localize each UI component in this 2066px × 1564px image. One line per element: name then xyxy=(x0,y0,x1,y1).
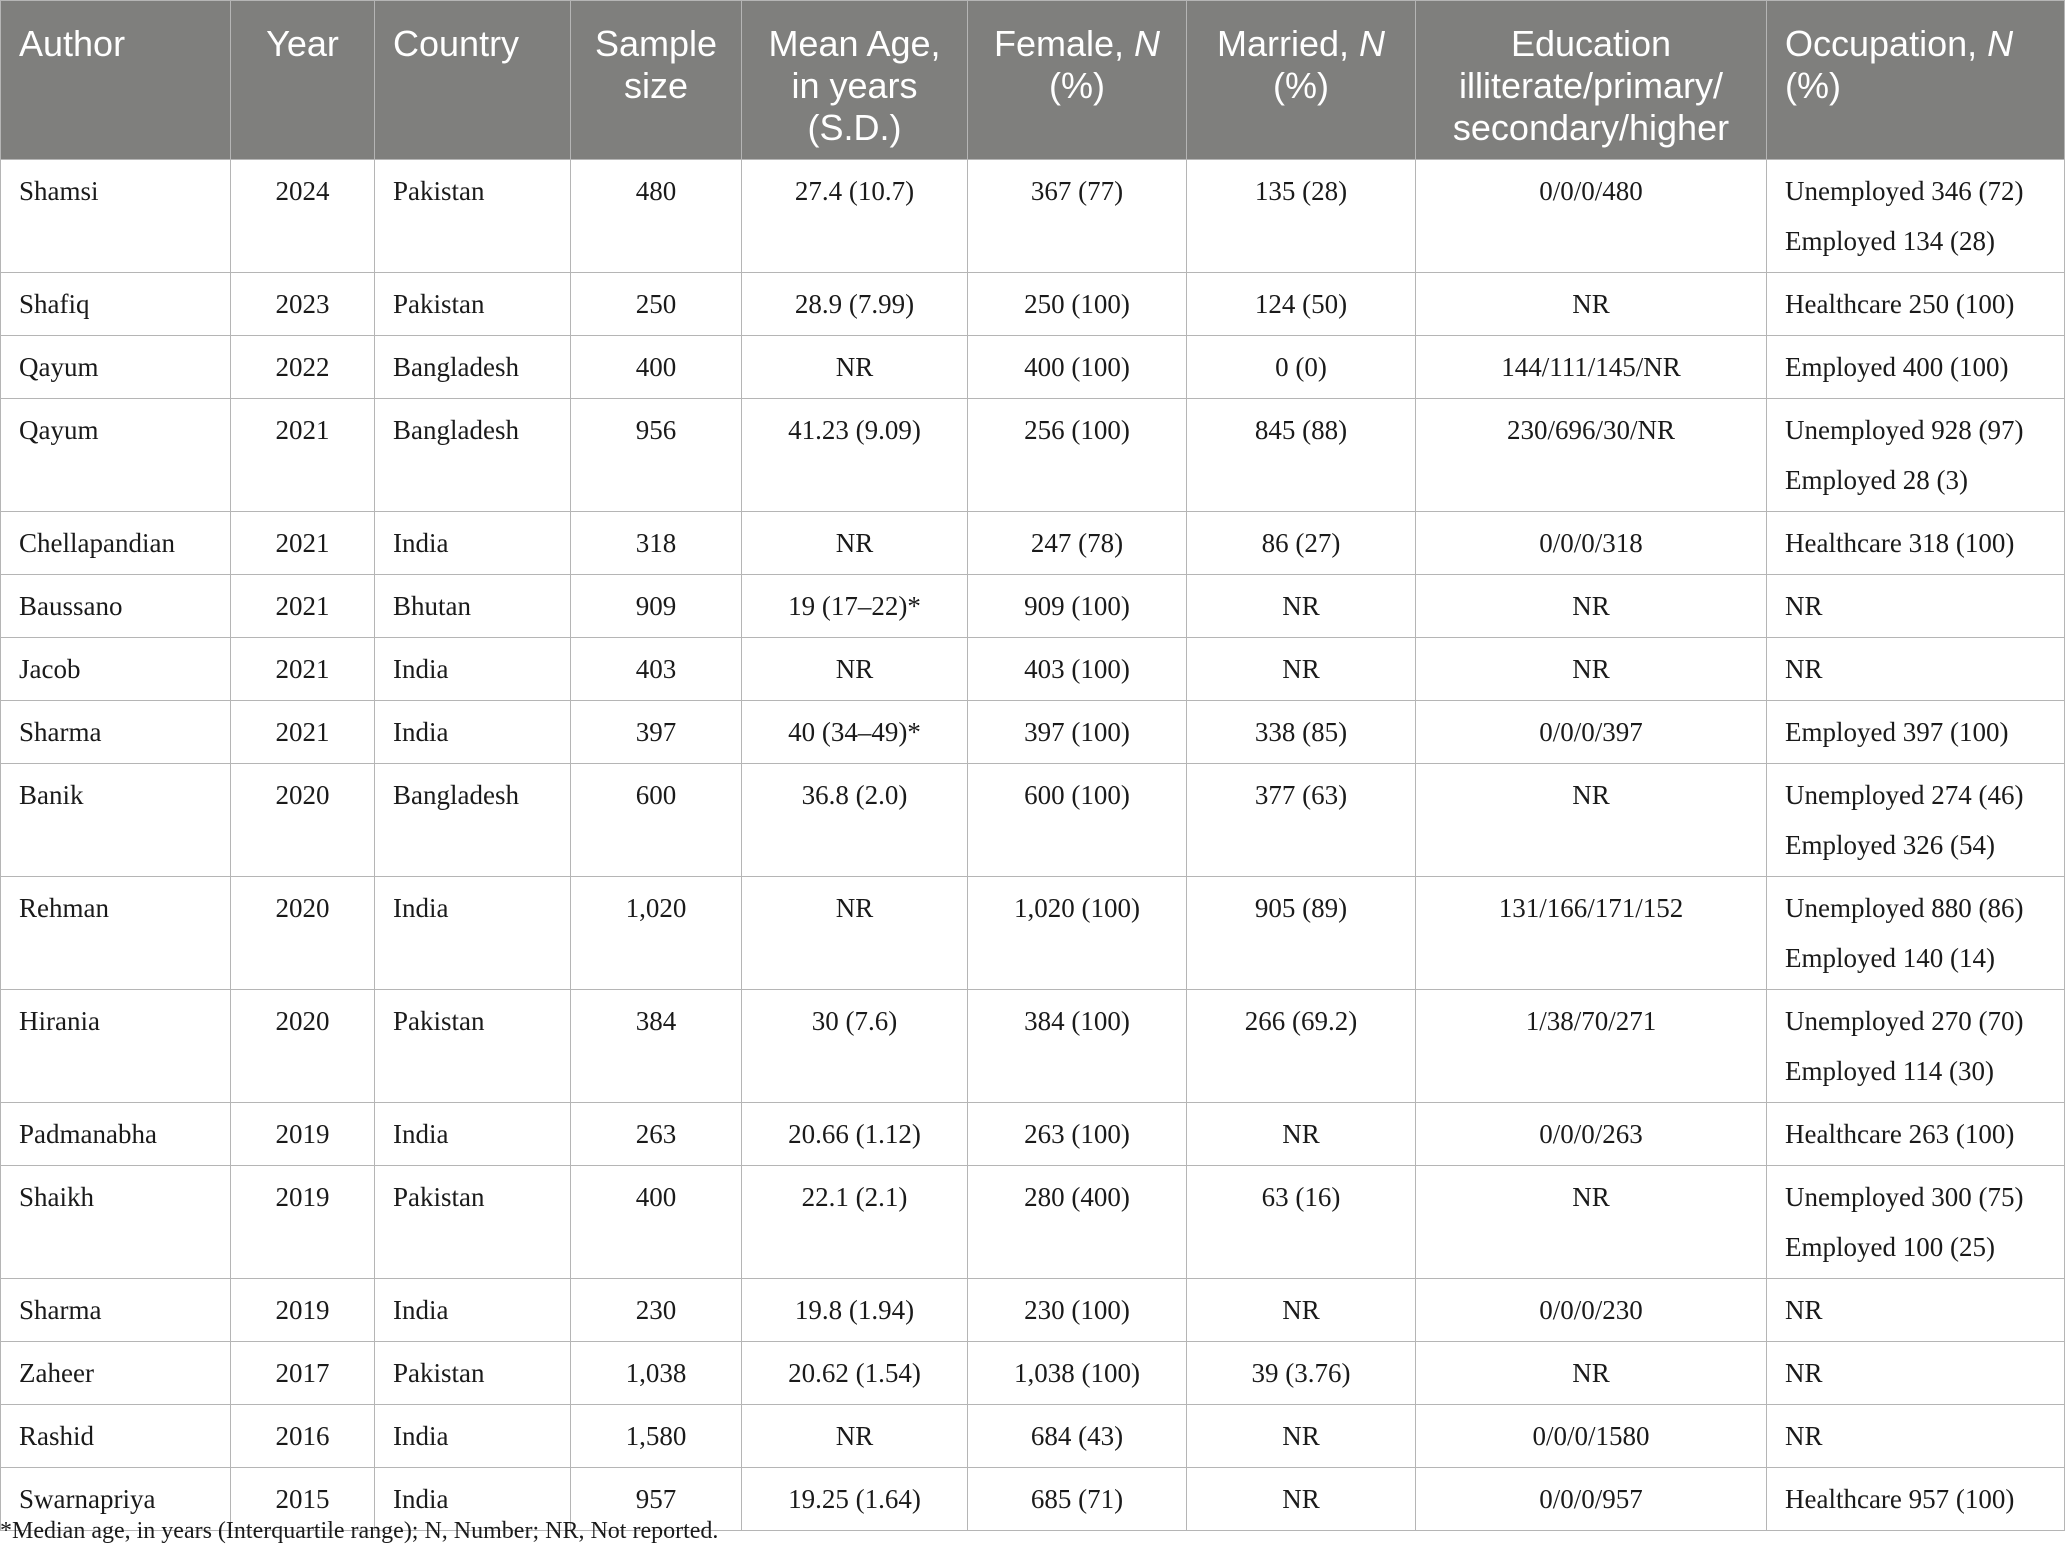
table-cell: NR xyxy=(1416,575,1767,638)
table-cell: NR xyxy=(742,1405,968,1468)
occupation-line: NR xyxy=(1785,1358,1823,1388)
column-header-italic: N xyxy=(1987,23,2014,64)
occupation-line: Employed 326 (54) xyxy=(1785,830,1995,860)
occupation-line: Unemployed 300 (75) xyxy=(1785,1182,2024,1212)
table-cell: 377 (63) xyxy=(1187,764,1416,877)
table-cell: NR xyxy=(1416,764,1767,877)
table-cell: 0/0/0/480 xyxy=(1416,160,1767,273)
table-footnote: *Median age, in years (Interquartile range); N, Number; NR, Not reported. xyxy=(0,1518,719,1544)
table-cell: NR xyxy=(742,877,968,990)
occupation-line: Unemployed 928 (97) xyxy=(1785,415,2024,445)
table-row xyxy=(1,701,2065,764)
table-cell: 2021 xyxy=(231,701,375,764)
table-cell xyxy=(1767,990,2065,1103)
table-cell: 1,038 xyxy=(571,1342,742,1405)
table-row xyxy=(1,1103,2065,1166)
table-cell: 1,020 (100) xyxy=(968,877,1187,990)
table-row xyxy=(1,638,2065,701)
table-cell xyxy=(1767,1103,2065,1166)
table-cell: 2019 xyxy=(231,1103,375,1166)
occupation-line: NR xyxy=(1785,1421,1823,1451)
table-row xyxy=(1,990,2065,1103)
table-cell: NR xyxy=(1187,1279,1416,1342)
table-cell xyxy=(1767,1405,2065,1468)
table-cell: 2022 xyxy=(231,336,375,399)
column-header-label: Mean Age, in years (S.D.) xyxy=(768,23,941,148)
table-cell: 22.1 (2.1) xyxy=(742,1166,968,1279)
table-cell: 131/166/171/152 xyxy=(1416,877,1767,990)
table-cell: 41.23 (9.09) xyxy=(742,399,968,512)
table-cell: 1,580 xyxy=(571,1405,742,1468)
table-cell: 384 xyxy=(571,990,742,1103)
table-cell: 397 xyxy=(571,701,742,764)
table-cell: India xyxy=(375,1103,571,1166)
table-cell: 685 (71) xyxy=(968,1468,1187,1531)
table-cell: 144/111/145/NR xyxy=(1416,336,1767,399)
occupation-line: Healthcare 318 (100) xyxy=(1785,528,2015,558)
table-cell: 2024 xyxy=(231,160,375,273)
table-cell: NR xyxy=(1187,1405,1416,1468)
table-cell: Sharma xyxy=(1,701,231,764)
occupation-line: Healthcare 250 (100) xyxy=(1785,289,2015,319)
occupation-line: Employed 140 (14) xyxy=(1785,943,1995,973)
table-cell: 230/696/30/NR xyxy=(1416,399,1767,512)
table-cell: 2019 xyxy=(231,1166,375,1279)
table-cell: Shafiq xyxy=(1,273,231,336)
table-cell: 956 xyxy=(571,399,742,512)
table-cell: 20.66 (1.12) xyxy=(742,1103,968,1166)
table-cell xyxy=(1767,701,2065,764)
table-cell: Rehman xyxy=(1,877,231,990)
table-cell: Jacob xyxy=(1,638,231,701)
table-cell: NR xyxy=(1416,1166,1767,1279)
table-cell: 2017 xyxy=(231,1342,375,1405)
table-cell: 0/0/0/263 xyxy=(1416,1103,1767,1166)
table-cell: Bangladesh xyxy=(375,399,571,512)
table-cell: Zaheer xyxy=(1,1342,231,1405)
table-cell: Padmanabha xyxy=(1,1103,231,1166)
table-body xyxy=(1,160,2065,1531)
table-cell: 2016 xyxy=(231,1405,375,1468)
table-cell: Banik xyxy=(1,764,231,877)
table-header-row xyxy=(1,1,2065,160)
table-cell: Bangladesh xyxy=(375,336,571,399)
table-row xyxy=(1,273,2065,336)
table-cell: Qayum xyxy=(1,399,231,512)
table-cell: 403 xyxy=(571,638,742,701)
table-cell xyxy=(1767,1342,2065,1405)
table-cell: 250 (100) xyxy=(968,273,1187,336)
table-cell: 230 xyxy=(571,1279,742,1342)
table-cell: 957 xyxy=(571,1468,742,1531)
table-cell xyxy=(1767,273,2065,336)
column-header xyxy=(231,1,375,160)
column-header-label: Education illiterate/primary/ secondary/higher xyxy=(1452,23,1730,148)
table-cell: 0 (0) xyxy=(1187,336,1416,399)
table-row xyxy=(1,512,2065,575)
table-cell: Pakistan xyxy=(375,160,571,273)
column-header xyxy=(1187,1,1416,160)
table-cell: India xyxy=(375,877,571,990)
column-header xyxy=(742,1,968,160)
table-cell: Hirania xyxy=(1,990,231,1103)
occupation-line: Unemployed 270 (70) xyxy=(1785,1006,2024,1036)
table-cell: Baussano xyxy=(1,575,231,638)
table-cell: India xyxy=(375,701,571,764)
column-header-label: Year xyxy=(266,23,339,64)
table-cell: 338 (85) xyxy=(1187,701,1416,764)
table-cell: 20.62 (1.54) xyxy=(742,1342,968,1405)
table-cell: 909 (100) xyxy=(968,575,1187,638)
occupation-line: Healthcare 957 (100) xyxy=(1785,1484,2015,1514)
table-cell: Bhutan xyxy=(375,575,571,638)
table-cell xyxy=(1767,575,2065,638)
column-header-label: Occupation, xyxy=(1785,23,1988,64)
table-row xyxy=(1,336,2065,399)
table-row xyxy=(1,399,2065,512)
table-cell: 2020 xyxy=(231,877,375,990)
column-header xyxy=(1767,1,2065,160)
table-cell: Rashid xyxy=(1,1405,231,1468)
table-row xyxy=(1,1405,2065,1468)
column-header-label: Married, xyxy=(1216,23,1360,64)
table-row xyxy=(1,1166,2065,1279)
table-cell: 28.9 (7.99) xyxy=(742,273,968,336)
table-cell: 2021 xyxy=(231,638,375,701)
table-cell: 2019 xyxy=(231,1279,375,1342)
table-cell: NR xyxy=(742,336,968,399)
table-cell xyxy=(1767,764,2065,877)
column-header-suffix: (%) xyxy=(1049,65,1105,106)
table-cell: 2023 xyxy=(231,273,375,336)
table-row xyxy=(1,764,2065,877)
table-cell: 403 (100) xyxy=(968,638,1187,701)
occupation-line: Unemployed 346 (72) xyxy=(1785,176,2024,206)
table-cell xyxy=(1767,160,2065,273)
table-cell: 0/0/0/318 xyxy=(1416,512,1767,575)
table-cell: 2020 xyxy=(231,990,375,1103)
table-cell: 2020 xyxy=(231,764,375,877)
table-cell: 30 (7.6) xyxy=(742,990,968,1103)
table-cell: 400 xyxy=(571,336,742,399)
table-cell: NR xyxy=(1416,1342,1767,1405)
occupation-line: Employed 400 (100) xyxy=(1785,352,2009,382)
column-header-label: Sample size xyxy=(594,23,718,106)
table-cell xyxy=(1767,638,2065,701)
table-cell: 19 (17–22)* xyxy=(742,575,968,638)
column-header xyxy=(375,1,571,160)
table-cell: 1,038 (100) xyxy=(968,1342,1187,1405)
table-cell: 367 (77) xyxy=(968,160,1187,273)
table-cell: 39 (3.76) xyxy=(1187,1342,1416,1405)
table-row xyxy=(1,1279,2065,1342)
table-cell: 1/38/70/271 xyxy=(1416,990,1767,1103)
table-cell xyxy=(1767,877,2065,990)
table-cell: India xyxy=(375,1468,571,1531)
occupation-line: Employed 28 (3) xyxy=(1785,465,1968,495)
table-cell: 19.25 (1.64) xyxy=(742,1468,968,1531)
table-cell: 27.4 (10.7) xyxy=(742,160,968,273)
table-cell: 2021 xyxy=(231,399,375,512)
table-cell: 263 xyxy=(571,1103,742,1166)
table-cell: India xyxy=(375,638,571,701)
column-header xyxy=(1416,1,1767,160)
table-cell: 480 xyxy=(571,160,742,273)
column-header xyxy=(1,1,231,160)
occupation-line: Unemployed 274 (46) xyxy=(1785,780,2024,810)
table-cell: Swarnapriya xyxy=(1,1468,231,1531)
table-cell: 0/0/0/957 xyxy=(1416,1468,1767,1531)
table-cell: 684 (43) xyxy=(968,1405,1187,1468)
table-cell: 250 xyxy=(571,273,742,336)
table-cell: 600 (100) xyxy=(968,764,1187,877)
table-cell: 40 (34–49)* xyxy=(742,701,968,764)
occupation-line: Employed 100 (25) xyxy=(1785,1232,1995,1262)
column-header-label: Country xyxy=(393,23,520,64)
table-cell: Pakistan xyxy=(375,990,571,1103)
column-header-label: Female, xyxy=(993,23,1135,64)
table-cell: Shaikh xyxy=(1,1166,231,1279)
table-row xyxy=(1,1342,2065,1405)
table-cell: 230 (100) xyxy=(968,1279,1187,1342)
table-cell: 400 xyxy=(571,1166,742,1279)
table-cell: NR xyxy=(742,638,968,701)
table-cell: NR xyxy=(1416,273,1767,336)
table-cell: 63 (16) xyxy=(1187,1166,1416,1279)
table-cell: 0/0/0/397 xyxy=(1416,701,1767,764)
occupation-line: Employed 114 (30) xyxy=(1785,1056,1994,1086)
table-cell: NR xyxy=(1187,1103,1416,1166)
table-cell: NR xyxy=(1416,638,1767,701)
table-cell: 2015 xyxy=(231,1468,375,1531)
table-cell: NR xyxy=(1187,575,1416,638)
column-header-suffix: (%) xyxy=(1273,65,1329,106)
occupation-line: NR xyxy=(1785,1295,1823,1325)
table-cell: 400 (100) xyxy=(968,336,1187,399)
table-cell: 19.8 (1.94) xyxy=(742,1279,968,1342)
table-cell: India xyxy=(375,1279,571,1342)
table-cell: 845 (88) xyxy=(1187,399,1416,512)
occupation-line: Unemployed 880 (86) xyxy=(1785,893,2024,923)
table-cell: 36.8 (2.0) xyxy=(742,764,968,877)
table-cell: 135 (28) xyxy=(1187,160,1416,273)
column-header xyxy=(968,1,1187,160)
table-cell: 1,020 xyxy=(571,877,742,990)
table-cell: 86 (27) xyxy=(1187,512,1416,575)
table-cell: Pakistan xyxy=(375,1166,571,1279)
table-cell: 384 (100) xyxy=(968,990,1187,1103)
table-cell: 124 (50) xyxy=(1187,273,1416,336)
table-cell: Pakistan xyxy=(375,273,571,336)
table-cell: 909 xyxy=(571,575,742,638)
table-cell: 266 (69.2) xyxy=(1187,990,1416,1103)
table-cell: 600 xyxy=(571,764,742,877)
column-header-label: Author xyxy=(19,23,126,64)
column-header-suffix: (%) xyxy=(1785,65,1841,106)
occupation-line: NR xyxy=(1785,591,1823,621)
table-row xyxy=(1,160,2065,273)
table-cell: 0/0/0/230 xyxy=(1416,1279,1767,1342)
occupation-line: Employed 397 (100) xyxy=(1785,717,2009,747)
table-cell: Pakistan xyxy=(375,1342,571,1405)
table-row xyxy=(1,575,2065,638)
table-cell xyxy=(1767,512,2065,575)
table-cell: NR xyxy=(1187,1468,1416,1531)
table-cell: Qayum xyxy=(1,336,231,399)
table-cell: Chellapandian xyxy=(1,512,231,575)
occupation-line: NR xyxy=(1785,654,1823,684)
table-cell: NR xyxy=(742,512,968,575)
table-cell: 318 xyxy=(571,512,742,575)
column-header-italic: N xyxy=(1359,23,1386,64)
table-cell: Shamsi xyxy=(1,160,231,273)
table-cell: 263 (100) xyxy=(968,1103,1187,1166)
table-cell xyxy=(1767,399,2065,512)
table-cell: 280 (400) xyxy=(968,1166,1187,1279)
occupation-line: Healthcare 263 (100) xyxy=(1785,1119,2015,1149)
table-cell xyxy=(1767,1279,2065,1342)
column-header-italic: N xyxy=(1134,23,1161,64)
table-cell: 247 (78) xyxy=(968,512,1187,575)
table-cell: Sharma xyxy=(1,1279,231,1342)
table-cell xyxy=(1767,336,2065,399)
occupation-line: Employed 134 (28) xyxy=(1785,226,1995,256)
column-header xyxy=(571,1,742,160)
table-cell: 905 (89) xyxy=(1187,877,1416,990)
table-cell xyxy=(1767,1468,2065,1531)
table-cell: India xyxy=(375,1405,571,1468)
table-cell: 397 (100) xyxy=(968,701,1187,764)
table-cell: NR xyxy=(1187,638,1416,701)
table-cell: 2021 xyxy=(231,512,375,575)
table-cell: 0/0/0/1580 xyxy=(1416,1405,1767,1468)
table-cell: 256 (100) xyxy=(968,399,1187,512)
table-row xyxy=(1,877,2065,990)
table-cell: India xyxy=(375,512,571,575)
table-cell: 2021 xyxy=(231,575,375,638)
table-cell: Bangladesh xyxy=(375,764,571,877)
table-cell xyxy=(1767,1166,2065,1279)
